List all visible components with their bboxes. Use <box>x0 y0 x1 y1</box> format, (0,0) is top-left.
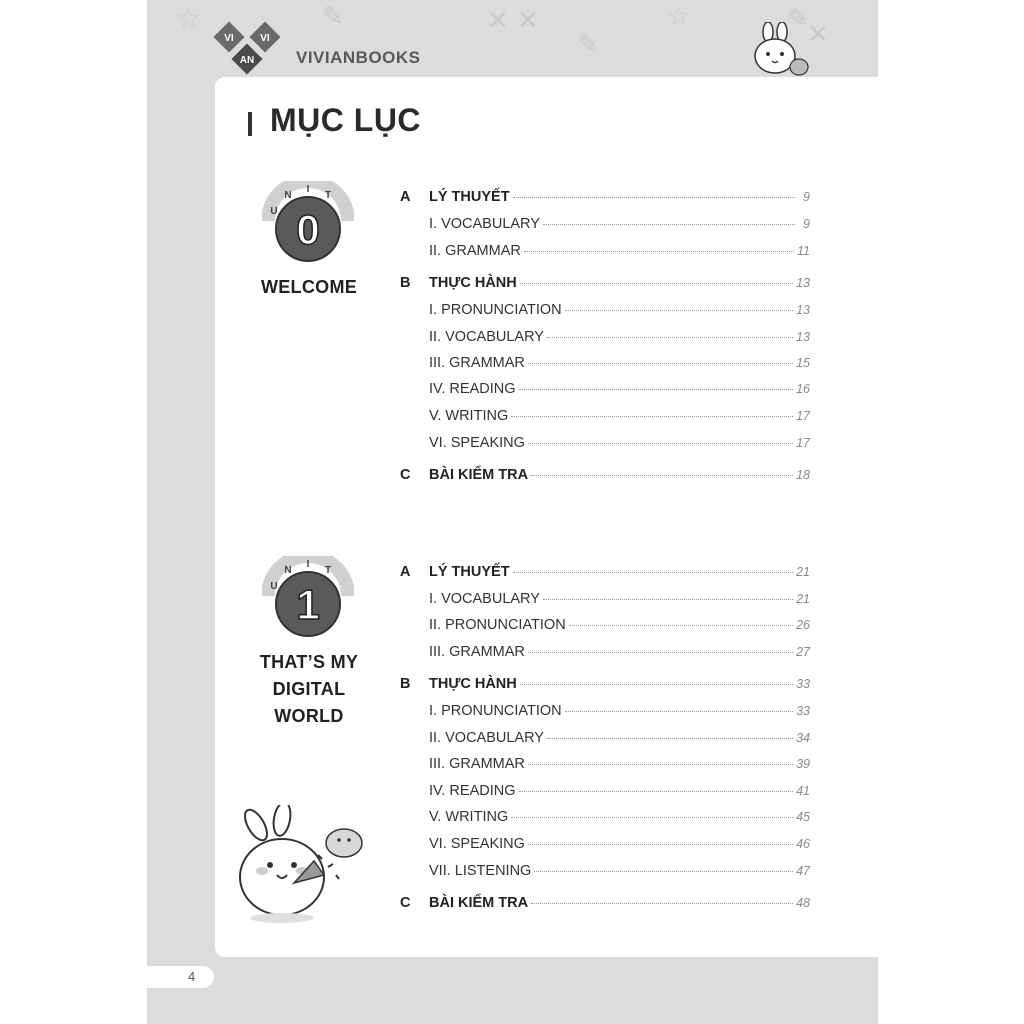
toc-item[interactable]: IV. READING 16 <box>429 381 810 397</box>
svg-text:U: U <box>270 581 278 592</box>
toc-item[interactable]: II. VOCABULARY 34 <box>429 730 810 746</box>
bunny-party-illustration-icon <box>232 805 372 925</box>
svg-text:U: U <box>270 206 278 217</box>
toc-section-1-C[interactable]: C BÀI KIỂM TRA 48 <box>400 895 810 911</box>
toc-section-1-A[interactable]: A LÝ THUYẾT 21 <box>400 564 810 580</box>
doodle-icon: ☆ <box>177 4 201 34</box>
toc-section-1-B[interactable]: B THỰC HÀNH 33 <box>400 676 810 692</box>
svg-text:T: T <box>324 565 332 576</box>
doodle-icon: ☆ <box>667 2 691 32</box>
toc-item[interactable]: VI. SPEAKING 46 <box>429 836 810 852</box>
svg-text:N: N <box>284 190 292 201</box>
toc-item[interactable]: V. WRITING 17 <box>429 408 810 424</box>
doodle-icon: ✕ ✕ <box>487 6 539 36</box>
toc-item[interactable]: III. GRAMMAR 27 <box>429 644 810 660</box>
toc-item[interactable]: VI. SPEAKING 17 <box>429 435 810 451</box>
doodle-icon: ✎ <box>577 30 599 60</box>
toc-section-0-C[interactable]: C BÀI KIỂM TRA 18 <box>400 467 810 483</box>
toc-item[interactable]: I. VOCABULARY 9 <box>429 216 810 232</box>
svg-text:VI: VI <box>224 33 234 44</box>
doodle-icon: ✎ <box>322 2 344 32</box>
doodle-icon: ✎ <box>787 4 809 34</box>
svg-text:VI: VI <box>260 33 270 44</box>
unit-1-badge <box>262 556 354 648</box>
unit-0-title: WELCOME <box>260 277 358 297</box>
toc-item[interactable]: V. WRITING 45 <box>429 809 810 825</box>
vivian-logo <box>212 20 292 76</box>
toc-item[interactable]: III. GRAMMAR 39 <box>429 756 810 772</box>
toc-item[interactable]: I. PRONUNCIATION 33 <box>429 703 810 719</box>
unit-0-badge <box>262 181 354 273</box>
toc-item[interactable]: II. GRAMMAR 11 <box>429 243 810 259</box>
svg-text:I: I <box>306 184 310 195</box>
toc-item[interactable]: VII. LISTENING 47 <box>429 863 810 879</box>
svg-text:1: 1 <box>296 581 320 628</box>
unit-1-title: THAT’S MY DIGITAL WORLD <box>259 652 359 726</box>
toc-item[interactable]: IV. READING 41 <box>429 783 810 799</box>
toc-item[interactable]: II. VOCABULARY 13 <box>429 329 810 345</box>
title-accent-bar <box>248 112 252 136</box>
bunny-mascot-icon <box>744 22 816 78</box>
doodle-icon: ✕ <box>807 20 829 50</box>
page-number-tab <box>147 966 214 988</box>
svg-text:AN: AN <box>239 55 255 66</box>
toc-section-0-A[interactable]: A LÝ THUYẾT 9 <box>400 189 810 205</box>
toc-item[interactable]: I. VOCABULARY 21 <box>429 591 810 607</box>
svg-text:0: 0 <box>296 206 320 253</box>
svg-text:I: I <box>306 559 310 570</box>
page-title: MỤC LỤC <box>270 102 422 138</box>
toc-section-0-B[interactable]: B THỰC HÀNH 13 <box>400 275 810 291</box>
page-number: 4 <box>188 969 196 984</box>
svg-text:T: T <box>324 190 332 201</box>
toc-item[interactable]: III. GRAMMAR 15 <box>429 355 810 371</box>
brand-name: VIVIANBOOKS <box>296 48 421 67</box>
svg-text:N: N <box>284 565 292 576</box>
toc-item[interactable]: II. PRONUNCIATION 26 <box>429 617 810 633</box>
toc-item[interactable]: I. PRONUNCIATION 13 <box>429 302 810 318</box>
